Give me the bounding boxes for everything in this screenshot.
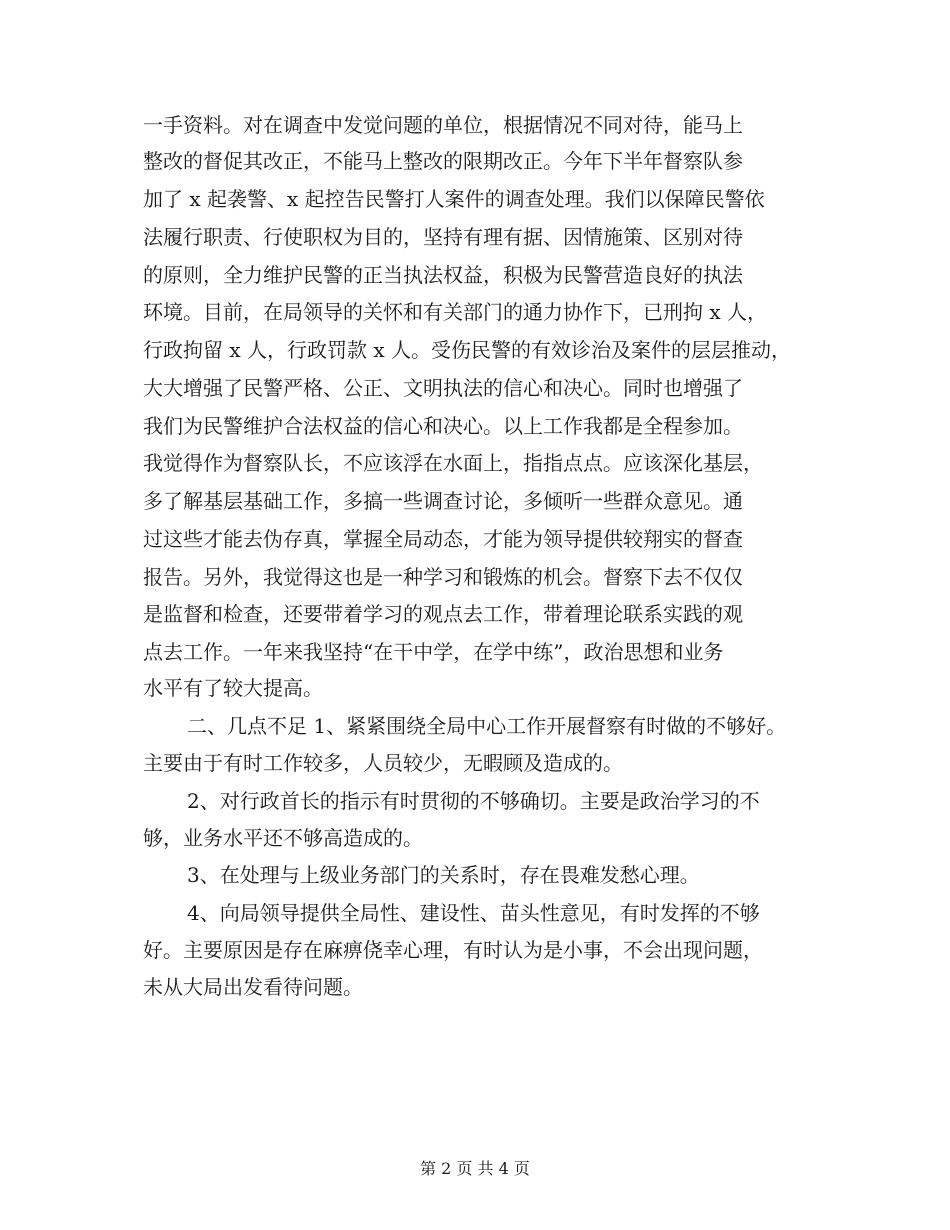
numbered-item-line: 4、向局领导提供全局性、建设性、苗头性意见，有时发挥的不够 (187, 901, 760, 925)
text-line: 主要由于有时工作较多，人员较少，无暇顾及造成的。 (143, 751, 623, 775)
text-line: 我们为民警维护合法权益的信心和决心。以上工作我都是全程参加。 (143, 414, 743, 438)
page-number-footer: 第 2 页 共 4 页 (420, 1159, 530, 1178)
numbered-item-line: 2、对行政首长的指示有时贯彻的不够确切。主要是政治学习的不 (187, 789, 760, 813)
text-line: 整改的督促其改正，不能马上整改的限期改正。今年下半年督察队参 (143, 149, 743, 173)
text-line: 环境。目前，在局领导的关怀和有关部门的通力协作下，已刑拘 x 人， (143, 300, 767, 324)
numbered-item-line: 3、在处理与上级业务部门的关系时，存在畏难发愁心理。 (187, 863, 700, 887)
text-line: 法履行职责、行使职权为目的，坚持有理有据、因情施策、区别对待 (143, 225, 743, 249)
text-line: 加了 x 起袭警、x 起控告民警打人案件的调查处理。我们以保障民警依 (143, 187, 765, 211)
text-line: 是监督和检查，还要带着学习的观点去工作，带着理论联系实践的观 (143, 602, 743, 626)
text-line: 够，业务水平还不够高造成的。 (143, 826, 423, 850)
text-line: 的原则，全力维护民警的正当执法权益，积极为民警营造良好的执法 (143, 263, 743, 287)
text-line: 多了解基层基础工作，多搞一些调查讨论，多倾听一些群众意见。通 (143, 489, 743, 513)
text-line: 报告。另外，我觉得这也是一种学习和锻炼的机会。督察下去不仅仅 (143, 565, 743, 589)
text-line: 一手资料。对在调查中发觉问题的单位，根据情况不同对待，能马上 (143, 113, 743, 137)
text-line: 我觉得作为督察队长，不应该浮在水面上，指指点点。应该深化基层， (143, 451, 763, 475)
section-heading-line: 二、几点不足 1、紧紧围绕全局中心工作开展督察有时做的不够好。 (187, 714, 787, 738)
text-line: 点去工作。一年来我坚持“在干中学，在学中练”，政治思想和业务 (143, 640, 724, 664)
text-line: 行政拘留 x 人，行政罚款 x 人。受伤民警的有效诊治及案件的层层推动， (143, 338, 791, 362)
text-line: 大大增强了民警严格、公正、文明执法的信心和决心。同时也增强了 (143, 376, 743, 400)
text-line: 未从大局出发看待问题。 (143, 975, 363, 999)
text-line: 过这些才能去伪存真，掌握全局动态，才能为领导提供较翔实的督查 (143, 527, 743, 551)
text-line: 水平有了较大提高。 (143, 676, 323, 700)
text-line: 好。主要原因是存在麻痹侥幸心理，有时认为是小事，不会出现问题， (143, 938, 763, 962)
